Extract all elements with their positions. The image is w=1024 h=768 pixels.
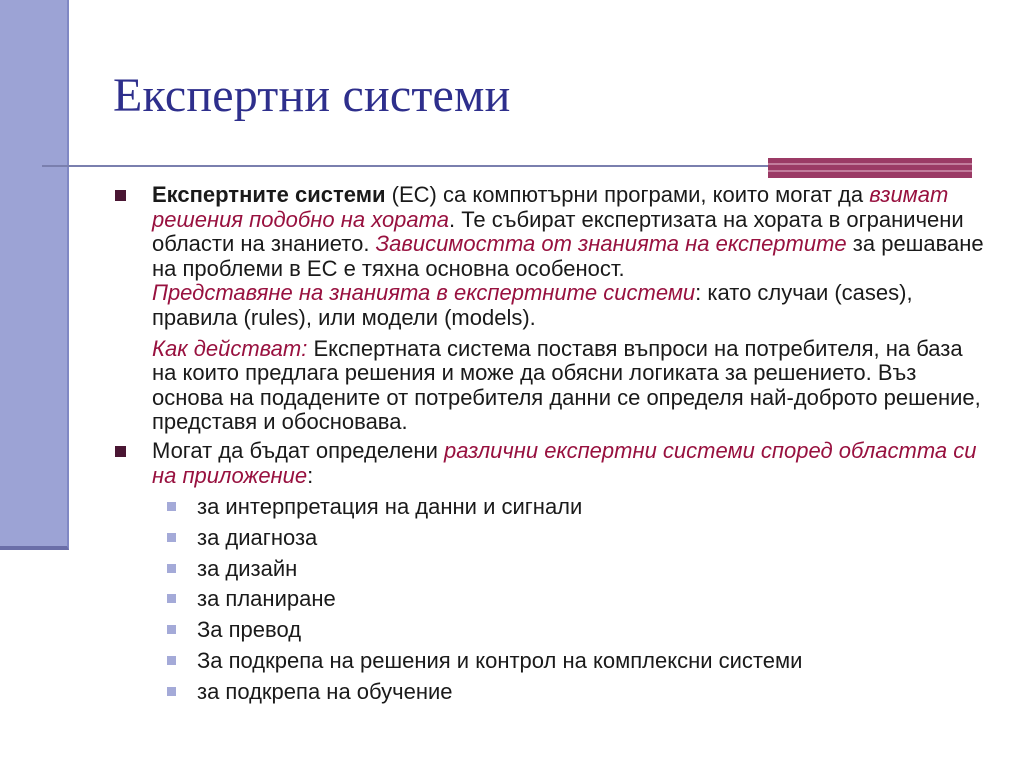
term-expert-systems: Експертните системи [152, 182, 386, 207]
sub-item-text: за дизайн [197, 555, 298, 581]
bullet-types [113, 439, 993, 488]
text: : [307, 462, 314, 488]
sub-bullet-icon [167, 594, 176, 603]
left-decorative-bar [0, 0, 69, 550]
emphasis-text: различни експертни системи според областта си на приложение [152, 437, 977, 488]
sub-item [113, 495, 993, 520]
sub-bullet-icon [167, 687, 176, 696]
sub-item-text: За превод [197, 617, 302, 643]
sub-bullet-icon [167, 502, 176, 511]
sub-item [113, 680, 993, 705]
sub-item-text: за планиране [197, 586, 336, 612]
emphasis-text: Представяне на знанията в експертните системи [152, 280, 696, 306]
bullet-expert-systems [113, 183, 993, 435]
sub-item [113, 618, 993, 643]
sub-item [113, 649, 993, 674]
emphasis-text: Зависимостта от знанията на експертите [375, 231, 847, 257]
text: за решаване на проблеми в ЕС е тяхна основна особеност. [152, 231, 984, 281]
sub-bullet-icon [167, 564, 176, 573]
sub-item-text: за диагноза [197, 524, 318, 550]
sub-item-text: За подкрепа на решения и контрол на комплексни системи [197, 648, 803, 674]
sub-item-text: за интерпретация на данни и сигнали [197, 494, 583, 520]
text: : като случаи (cases), правила (rules), или модели (models). [152, 280, 913, 330]
square-bullet-icon [115, 190, 126, 201]
sub-bullet-icon [167, 533, 176, 542]
text: (ЕС) са компютърни програми, които могат да [385, 182, 870, 207]
bullet-paragraph-how-it-works [152, 337, 993, 435]
sub-bullet-icon [167, 656, 176, 665]
emphasis-text: Как действат: [152, 335, 308, 361]
bullet-paragraph-definition [152, 183, 993, 331]
sub-bullet-icon [167, 625, 176, 634]
sub-item [113, 557, 993, 582]
sub-item-text: за подкрепа на обучение [197, 678, 453, 704]
sub-item [113, 526, 993, 551]
sub-item [113, 587, 993, 612]
emphasis-text: взимат решения подобно на хората [152, 182, 949, 232]
slide-title: Експертни системи [113, 69, 511, 122]
square-bullet-icon [115, 446, 126, 457]
slide-content [113, 183, 993, 704]
text: . Те събират експертизата на хората в ограничени области на знанието. [152, 206, 964, 257]
text: Експертната система поставя въпроси на потребителя, на база на които предлага решения и може да обясни логиката за решението. Въз основа на подадените от потребителя данни се определя най-доброто решение, представя и обосновава. [152, 335, 981, 435]
text: Могат да бъдат определени [152, 437, 444, 463]
accent-bar [768, 158, 972, 178]
